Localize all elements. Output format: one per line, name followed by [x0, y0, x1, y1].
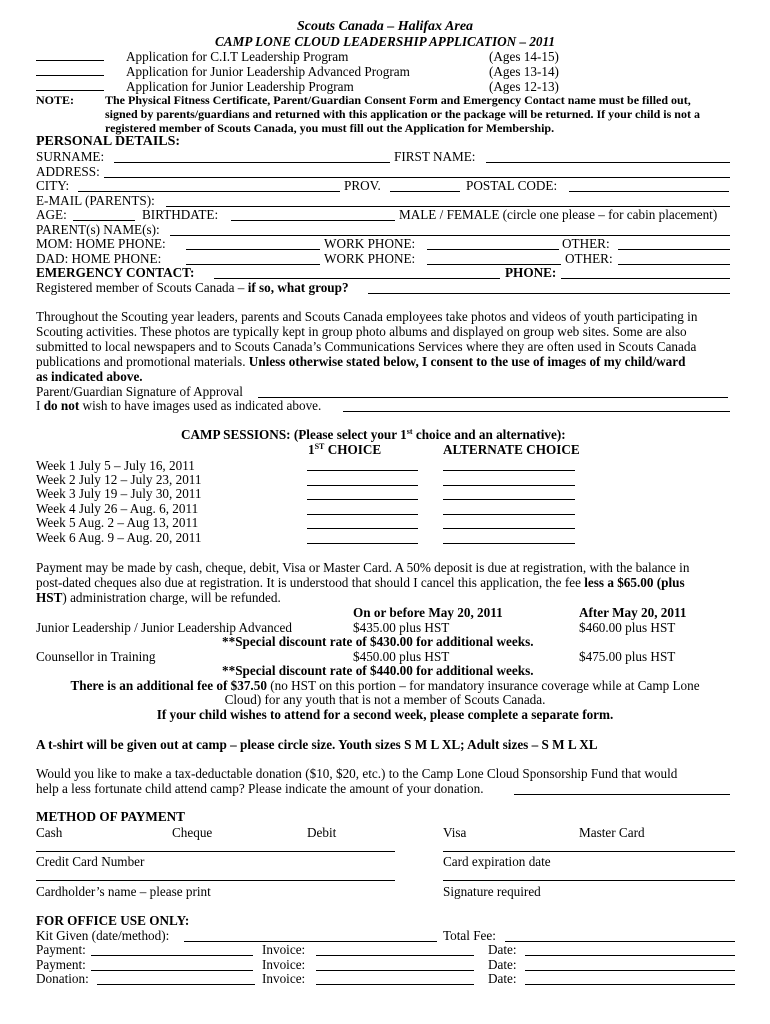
first-choice-text: 1 [308, 442, 315, 457]
week-4-alternate-choice[interactable] [443, 514, 575, 515]
fee-column-after: After May 20, 2011 [579, 605, 687, 620]
week-2-alternate-choice[interactable] [443, 485, 575, 486]
date-2-field[interactable] [525, 970, 735, 971]
cardholder-name-field[interactable] [36, 880, 395, 881]
payment-option-mastercard[interactable]: Master Card [579, 825, 645, 840]
payment-paragraph [36, 575, 685, 590]
age-label: AGE: [36, 207, 67, 222]
signature-required-label: Signature required [443, 884, 541, 899]
week-5-first-choice[interactable] [307, 528, 418, 529]
payment-emphasis: less a $65.00 (plus [584, 575, 685, 590]
mom-other-field[interactable] [618, 249, 730, 250]
invoice-1-label: Invoice: [262, 942, 306, 957]
payment-option-debit[interactable]: Debit [307, 825, 337, 840]
donation-paragraph: Would you like to make a tax-deductable donation ($10, $20, etc.) to the Camp Lone Cloud Sponsorship Fund that would [36, 766, 678, 781]
no-images-field[interactable] [343, 411, 730, 412]
sessions-heading [181, 427, 566, 442]
invoice-2-label: Invoice: [262, 957, 306, 972]
insurance-fee-line: Cloud) for any youth that is not a member of Scouts Canada. [224, 692, 546, 707]
sessions-heading-text: CAMP SESSIONS: (Please select your 1 [181, 427, 407, 442]
first-choice-header [308, 442, 381, 457]
week-6-first-choice[interactable] [307, 543, 418, 544]
mom-home-phone-field[interactable] [186, 249, 320, 250]
registered-text: Registered member of Scouts Canada – [36, 280, 248, 295]
registered-group-text: if so, what group? [247, 280, 349, 295]
kit-given-label: Kit Given (date/method): [36, 928, 170, 943]
fee-program: Counsellor in Training [36, 649, 156, 664]
credit-card-number-label: Credit Card Number [36, 854, 145, 869]
age-field[interactable] [73, 220, 135, 221]
photo-text: publications and promotional materials. [36, 354, 249, 369]
sessions-heading-sup: st [406, 427, 413, 436]
payment-text: post-dated cheques also due at registration. It is understood that should I cancel this application, the fee [36, 575, 585, 590]
payment-1-label: Payment: [36, 942, 86, 957]
dad-other-field[interactable] [618, 264, 730, 265]
mom-other-label: OTHER: [562, 236, 610, 251]
dad-work-phone-label: WORK PHONE: [324, 251, 416, 266]
week-4-first-choice[interactable] [307, 514, 418, 515]
gender-label: MALE / FEMALE (circle one please – for cabin placement) [399, 207, 718, 222]
payment-1-field[interactable] [91, 955, 253, 956]
emergency-contact-label: EMERGENCY CONTACT: [36, 265, 195, 280]
alternate-choice-header: ALTERNATE CHOICE [443, 442, 580, 457]
payment-emphasis: HST [36, 590, 63, 605]
week-1-first-choice[interactable] [307, 470, 418, 471]
org-title: Scouts Canada – Halifax Area [296, 19, 474, 34]
registered-group-field[interactable] [368, 293, 730, 294]
program-cit-ages: (Ages 14-15) [489, 49, 559, 64]
week-label: Week 2 July 12 – July 23, 2011 [36, 472, 202, 487]
first-choice-sup: ST [314, 442, 325, 451]
insurance-fee-emphasis: There is an additional fee of $37.50 [70, 678, 267, 693]
approval-signature-field[interactable] [258, 397, 728, 398]
dad-other-label: OTHER: [565, 251, 613, 266]
parents-label: PARENT(s) NAME(s): [36, 222, 160, 237]
dad-home-phone-label: DAD: HOME PHONE: [36, 251, 162, 266]
emergency-phone-label: PHONE: [505, 265, 557, 280]
payment-option-cash[interactable]: Cash [36, 825, 63, 840]
photo-paragraph: submitted to local newspapers and to Scouts Canada’s Communications Services where they are often used in Scouts Canada [36, 339, 697, 354]
sessions-heading-text: choice and an alternative): [412, 427, 566, 442]
city-label: CITY: [36, 178, 70, 193]
mom-work-phone-field[interactable] [427, 249, 559, 250]
payment-option-cheque[interactable]: Cheque [172, 825, 213, 840]
dad-home-phone-field[interactable] [186, 264, 320, 265]
note-line: registered member of Scouts Canada, you must fill out the Application for Membership. [105, 121, 555, 135]
donation-office-label: Donation: [36, 971, 89, 986]
program-cit-label: Application for C.I.T Leadership Program [126, 49, 349, 64]
payment-text: ) administration charge, will be refunded. [62, 590, 281, 605]
no-images-label [36, 398, 321, 413]
email-label: E-MAIL (PARENTS): [36, 193, 155, 208]
program-jla-label: Application for Junior Leadership Advanced Program [126, 64, 410, 79]
week-label: Week 3 July 19 – July 30, 2011 [36, 486, 202, 501]
total-fee-field[interactable] [505, 941, 735, 942]
payment-2-label: Payment: [36, 957, 86, 972]
signature-required-field[interactable] [443, 880, 735, 881]
mom-work-phone-label: WORK PHONE: [324, 236, 416, 251]
donation-paragraph: help a less fortunate child attend camp? Please indicate the amount of your donation. [36, 781, 484, 796]
form-title: CAMP LONE CLOUD LEADERSHIP APPLICATION – 2011 [215, 34, 555, 49]
week-label: Week 5 Aug. 2 – Aug 13, 2011 [36, 515, 199, 530]
tshirt-size-line: A t-shirt will be given out at camp – please circle size. Youth sizes S M L XL; Adult sizes – S M L XL [36, 737, 598, 752]
date-2-label: Date: [488, 957, 517, 972]
parents-field[interactable] [170, 235, 730, 236]
city-field[interactable] [78, 191, 340, 192]
kit-given-field[interactable] [184, 941, 437, 942]
birthdate-field[interactable] [231, 220, 395, 221]
fee-discount: **Special discount rate of $440.00 for additional weeks. [222, 663, 534, 678]
credit-card-number-field[interactable] [36, 851, 395, 852]
program-jla-checkbox-line[interactable] [36, 75, 104, 76]
payment-paragraph [36, 590, 281, 605]
date-3-field[interactable] [525, 984, 735, 985]
program-cit-checkbox-line[interactable] [36, 60, 104, 61]
program-jl-checkbox-line[interactable] [36, 90, 104, 91]
postal-code-field[interactable] [569, 191, 729, 192]
invoice-3-field[interactable] [316, 984, 474, 985]
week-label: Week 1 July 5 – July 16, 2011 [36, 458, 195, 473]
surname-field[interactable] [114, 162, 390, 163]
week-3-alternate-choice[interactable] [443, 499, 575, 500]
program-jl-label: Application for Junior Leadership Program [126, 79, 354, 94]
invoice-3-label: Invoice: [262, 971, 306, 986]
fee-before: $435.00 plus HST [353, 620, 450, 635]
personal-heading: PERSONAL DETAILS: [36, 134, 181, 149]
photo-paragraph [36, 354, 685, 369]
cardholder-name-label: Cardholder’s name – please print [36, 884, 211, 899]
week-label: Week 6 Aug. 9 – Aug. 20, 2011 [36, 530, 202, 545]
no-images-text: wish to have images used as indicated above. [79, 398, 322, 413]
fee-column-before: On or before May 20, 2011 [353, 605, 503, 620]
first-name-field[interactable] [486, 162, 730, 163]
fee-discount: **Special discount rate of $430.00 for additional weeks. [222, 634, 534, 649]
approval-signature-label: Parent/Guardian Signature of Approval [36, 384, 243, 399]
date-1-field[interactable] [525, 955, 735, 956]
payment-method-heading: METHOD OF PAYMENT [36, 809, 185, 824]
no-images-emphasis: do not [43, 398, 80, 413]
week-6-alternate-choice[interactable] [443, 543, 575, 544]
office-use-heading: FOR OFFICE USE ONLY: [36, 913, 190, 928]
program-jl-ages: (Ages 12-13) [489, 79, 559, 94]
week-1-alternate-choice[interactable] [443, 470, 575, 471]
second-week-note: If your child wishes to attend for a second week, please complete a separate form. [156, 707, 614, 722]
first-choice-text: CHOICE [324, 442, 382, 457]
no-images-text: I [36, 398, 44, 413]
prov-field[interactable] [390, 191, 460, 192]
emergency-contact-field[interactable] [214, 278, 500, 279]
fee-after: $475.00 plus HST [579, 649, 676, 664]
insurance-fee-line [0, 678, 770, 693]
photo-paragraph: Throughout the Scouting year leaders, parents and Scouts Canada employees take photos and videos of youth participating in [36, 309, 698, 324]
payment-2-field[interactable] [91, 970, 253, 971]
note-label: NOTE: [36, 93, 75, 107]
total-fee-label: Total Fee: [443, 928, 496, 943]
week-2-first-choice[interactable] [307, 485, 418, 486]
invoice-2-field[interactable] [316, 970, 474, 971]
card-expiration-field[interactable] [443, 851, 735, 852]
fee-program: Junior Leadership / Junior Leadership Advanced [36, 620, 292, 635]
payment-option-visa[interactable]: Visa [443, 825, 467, 840]
date-1-label: Date: [488, 942, 517, 957]
donation-office-field[interactable] [97, 984, 255, 985]
invoice-1-field[interactable] [316, 955, 474, 956]
first-name-label: FIRST NAME: [394, 149, 476, 164]
registered-member-label [36, 280, 349, 295]
address-label: ADDRESS: [36, 164, 100, 179]
week-label: Week 4 July 26 – Aug. 6, 2011 [36, 501, 199, 516]
mom-home-phone-label: MOM: HOME PHONE: [36, 236, 166, 251]
note-line: signed by parents/guardians and returned with this application or the package will be returned. If your child is not a [105, 107, 700, 121]
fee-before: $450.00 plus HST [353, 649, 450, 664]
payment-paragraph: Payment may be made by cash, cheque, debit, Visa or Master Card. A 50% deposit is due at registration, with the balance in [36, 560, 690, 575]
photo-paragraph: Scouting activities. These photos are typically kept in group photo albums and displayed on group web sites. Some are also [36, 324, 687, 339]
postal-code-label: POSTAL CODE: [466, 178, 558, 193]
program-jla-ages: (Ages 13-14) [489, 64, 559, 79]
week-3-first-choice[interactable] [307, 499, 418, 500]
photo-consent-text: Unless otherwise stated below, I consent to the use of images of my child/ward [248, 354, 686, 369]
prov-label: PROV. [344, 178, 381, 193]
photo-consent-text: as indicated above. [36, 369, 143, 384]
insurance-fee-text: (no HST on this portion – for mandatory insurance coverage while at Camp Lone [266, 678, 700, 693]
card-expiration-label: Card expiration date [443, 854, 551, 869]
week-5-alternate-choice[interactable] [443, 528, 575, 529]
address-field[interactable] [104, 177, 730, 178]
birthdate-label: BIRTHDATE: [142, 207, 219, 222]
surname-label: SURNAME: [36, 149, 105, 164]
donation-amount-field[interactable] [514, 794, 730, 795]
emergency-phone-field[interactable] [561, 278, 730, 279]
date-3-label: Date: [488, 971, 517, 986]
note-line: The Physical Fitness Certificate, Parent/Guardian Consent Form and Emergency Contact name must be filled out, [105, 93, 691, 107]
fee-after: $460.00 plus HST [579, 620, 676, 635]
